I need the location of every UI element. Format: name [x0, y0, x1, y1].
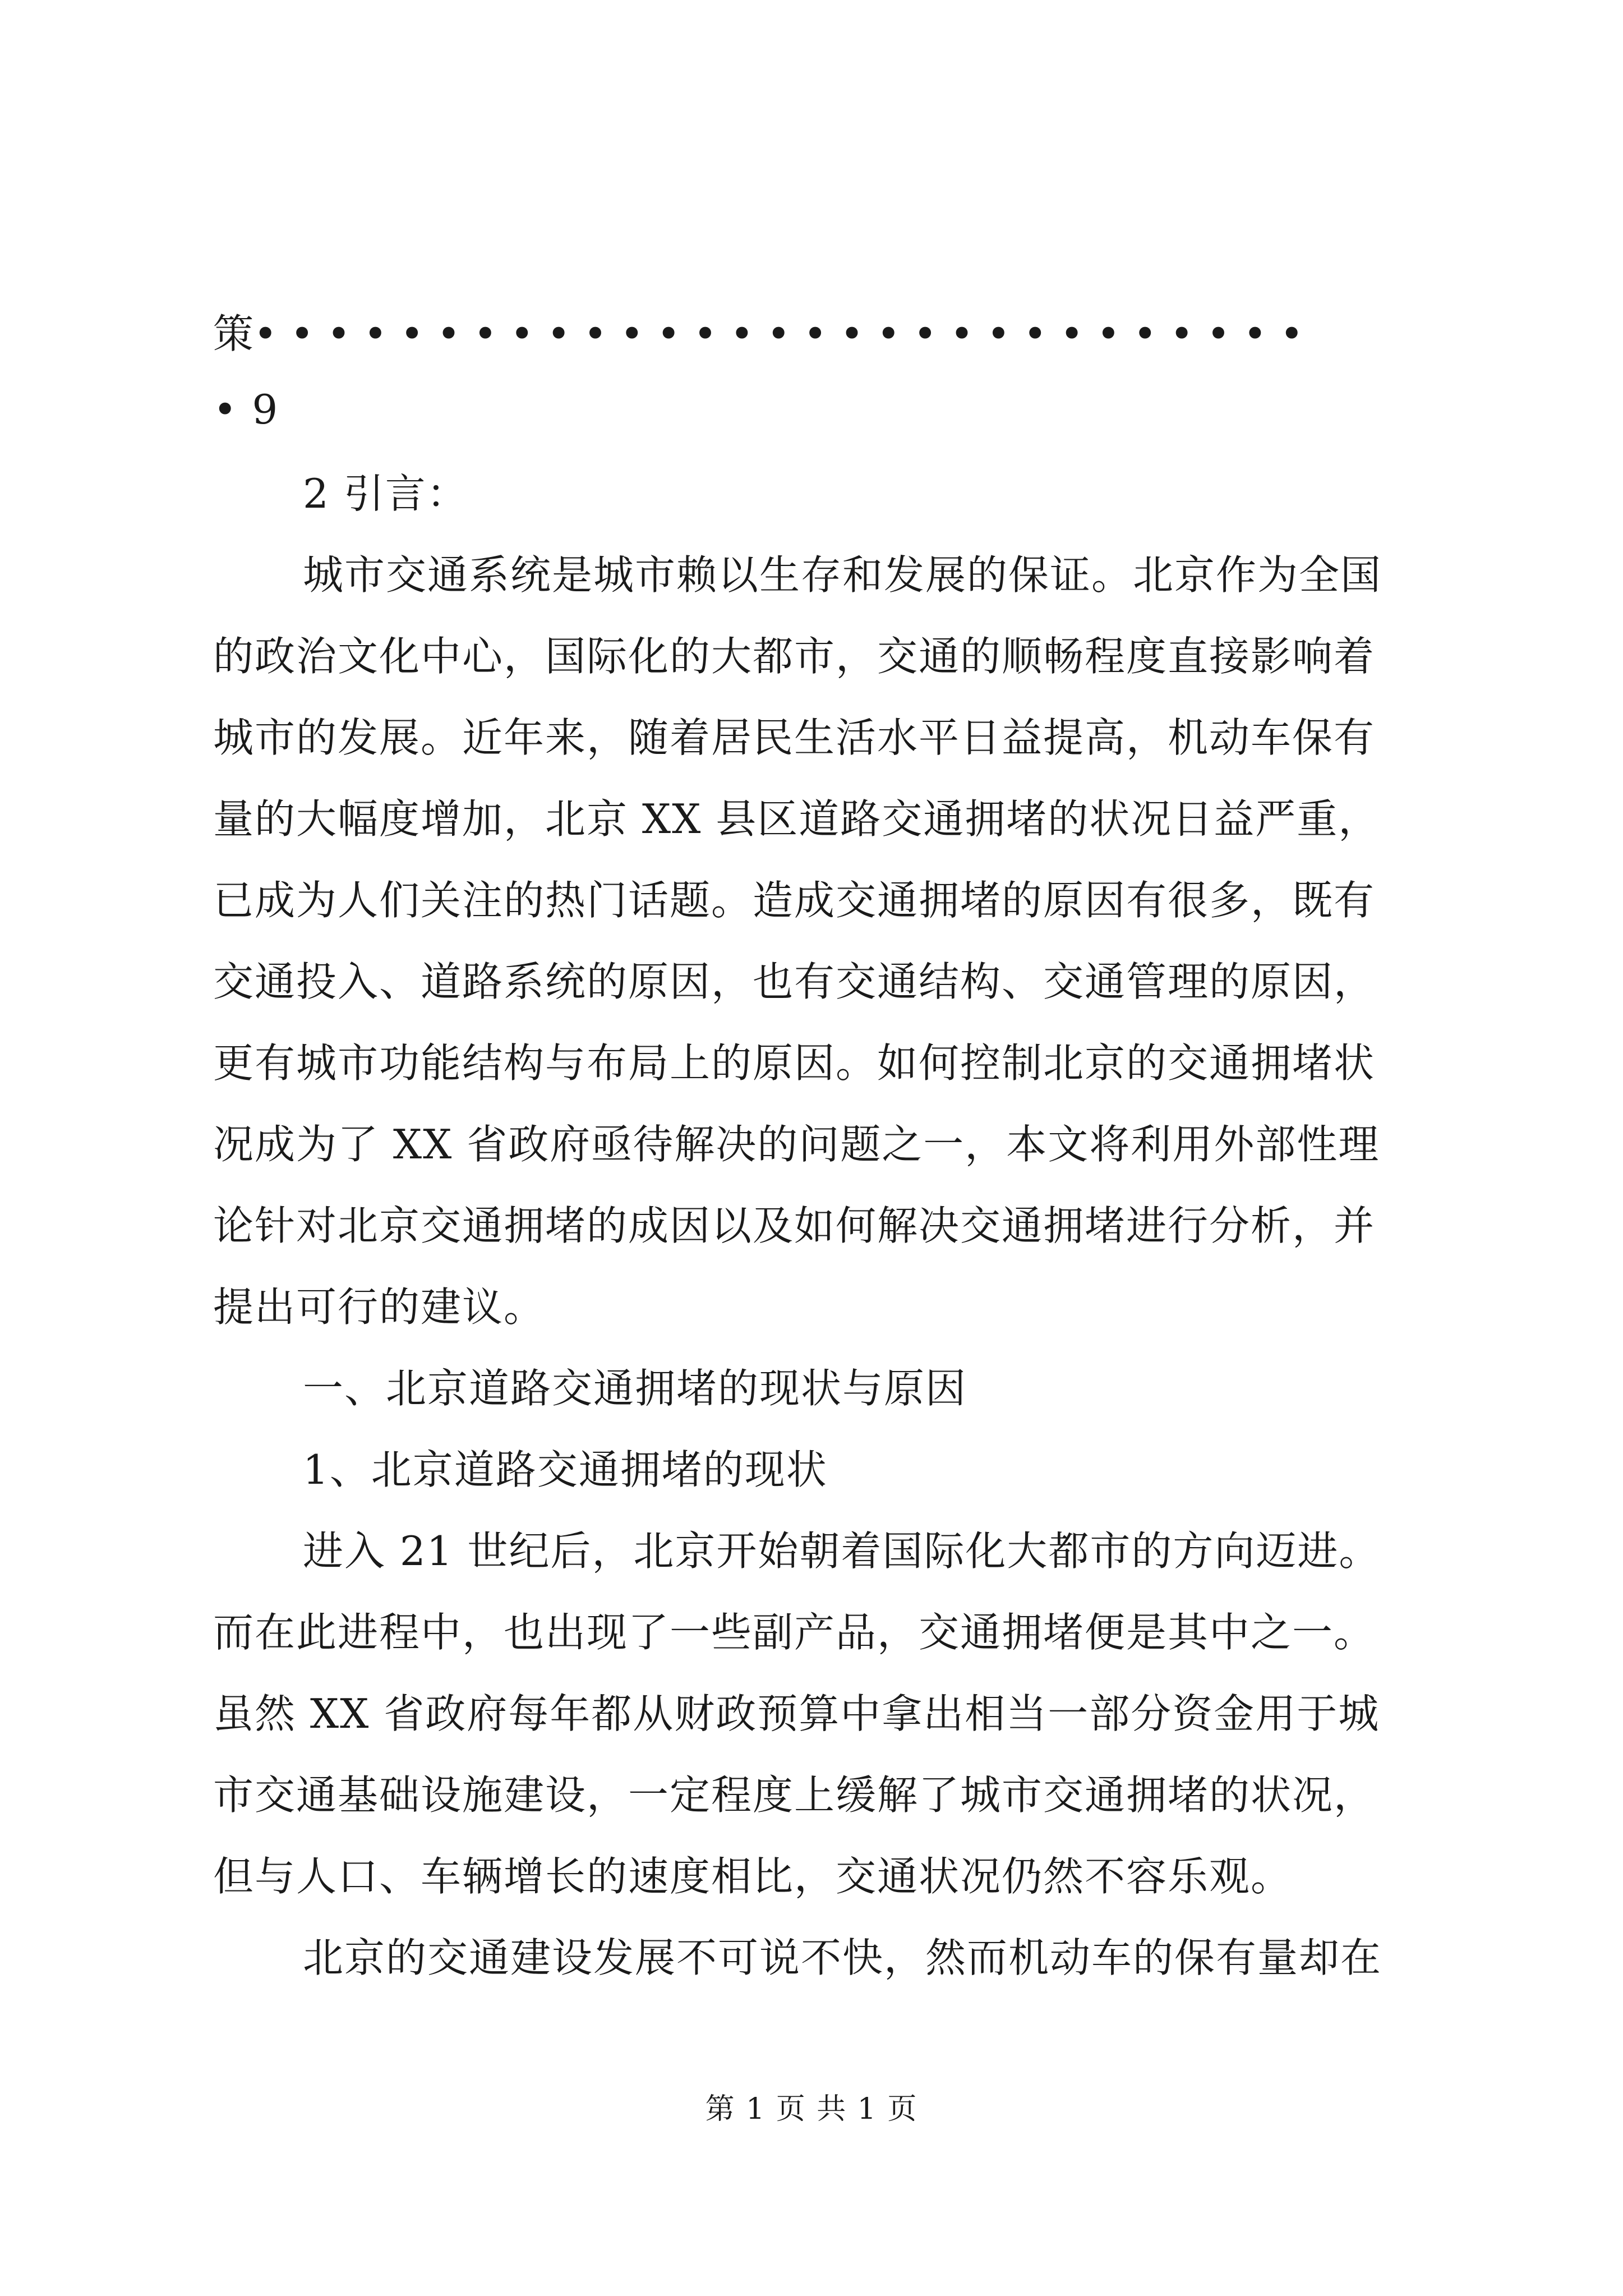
intro-paragraph-line: 论针对北京交通拥堵的成因以及如何解决交通拥堵进行分析，并 — [213, 1202, 1376, 1249]
intro-paragraph-line: 况成为了 XX 省政府亟待解决的问题之一，本文将利用外部性理 — [213, 1121, 1380, 1168]
intro-paragraph-line: 交通投入、道路系统的原因，也有交通结构、交通管理的原因， — [213, 958, 1376, 1005]
last-paragraph-line: 北京的交通建设发展不可说不快，然而机动车的保有量却在 — [303, 1934, 1382, 1981]
toc-page-number: • 9 — [213, 386, 279, 433]
intro-paragraph-line: 的政治文化中心，国际化的大都市，交通的顺畅程度直接影响着 — [213, 633, 1376, 680]
intro-heading: 2 引言： — [303, 470, 468, 517]
intro-paragraph-line: 提出可行的建议。 — [213, 1283, 546, 1331]
status-paragraph-line: 虽然 XX 省政府每年都从财政预算中拿出相当一部分资金用于城 — [213, 1690, 1380, 1737]
intro-paragraph-line: 城市交通系统是城市赖以生存和发展的保证。北京作为全国 — [303, 551, 1382, 599]
section-heading: 一、北京道路交通拥堵的现状与原因 — [303, 1365, 967, 1412]
status-paragraph-line: 进入 21 世纪后，北京开始朝着国际化大都市的方向迈进。 — [303, 1527, 1381, 1575]
intro-paragraph-line: 城市的发展。近年来，随着居民生活水平日益提高，机动车保有 — [213, 714, 1376, 761]
status-paragraph-line: 市交通基础设施建设，一定程度上缓解了城市交通拥堵的状况， — [213, 1772, 1376, 1819]
subsection-heading: 1、北京道路交通拥堵的现状 — [303, 1446, 828, 1493]
intro-paragraph-line: 更有城市功能结构与布局上的原因。如何控制北京的交通拥堵状 — [213, 1039, 1376, 1087]
status-paragraph-line: 而在此进程中，也出现了一些副产品，交通拥堵便是其中之一。 — [213, 1609, 1376, 1656]
toc-entry-line: 策• • • • • • • • • • • • • • • • • • • • • • • • • • • • • — [213, 310, 1304, 357]
page-footer: 第 1 页 共 1 页 — [705, 2092, 918, 2126]
intro-paragraph-line: 量的大幅度增加，北京 XX 县区道路交通拥堵的状况日益严重， — [213, 795, 1380, 843]
intro-paragraph-line: 已成为人们关注的热门话题。造成交通拥堵的原因有很多，既有 — [213, 877, 1376, 924]
status-paragraph-line: 但与人口、车辆增长的速度相比，交通状况仍然不容乐观。 — [213, 1853, 1293, 1900]
